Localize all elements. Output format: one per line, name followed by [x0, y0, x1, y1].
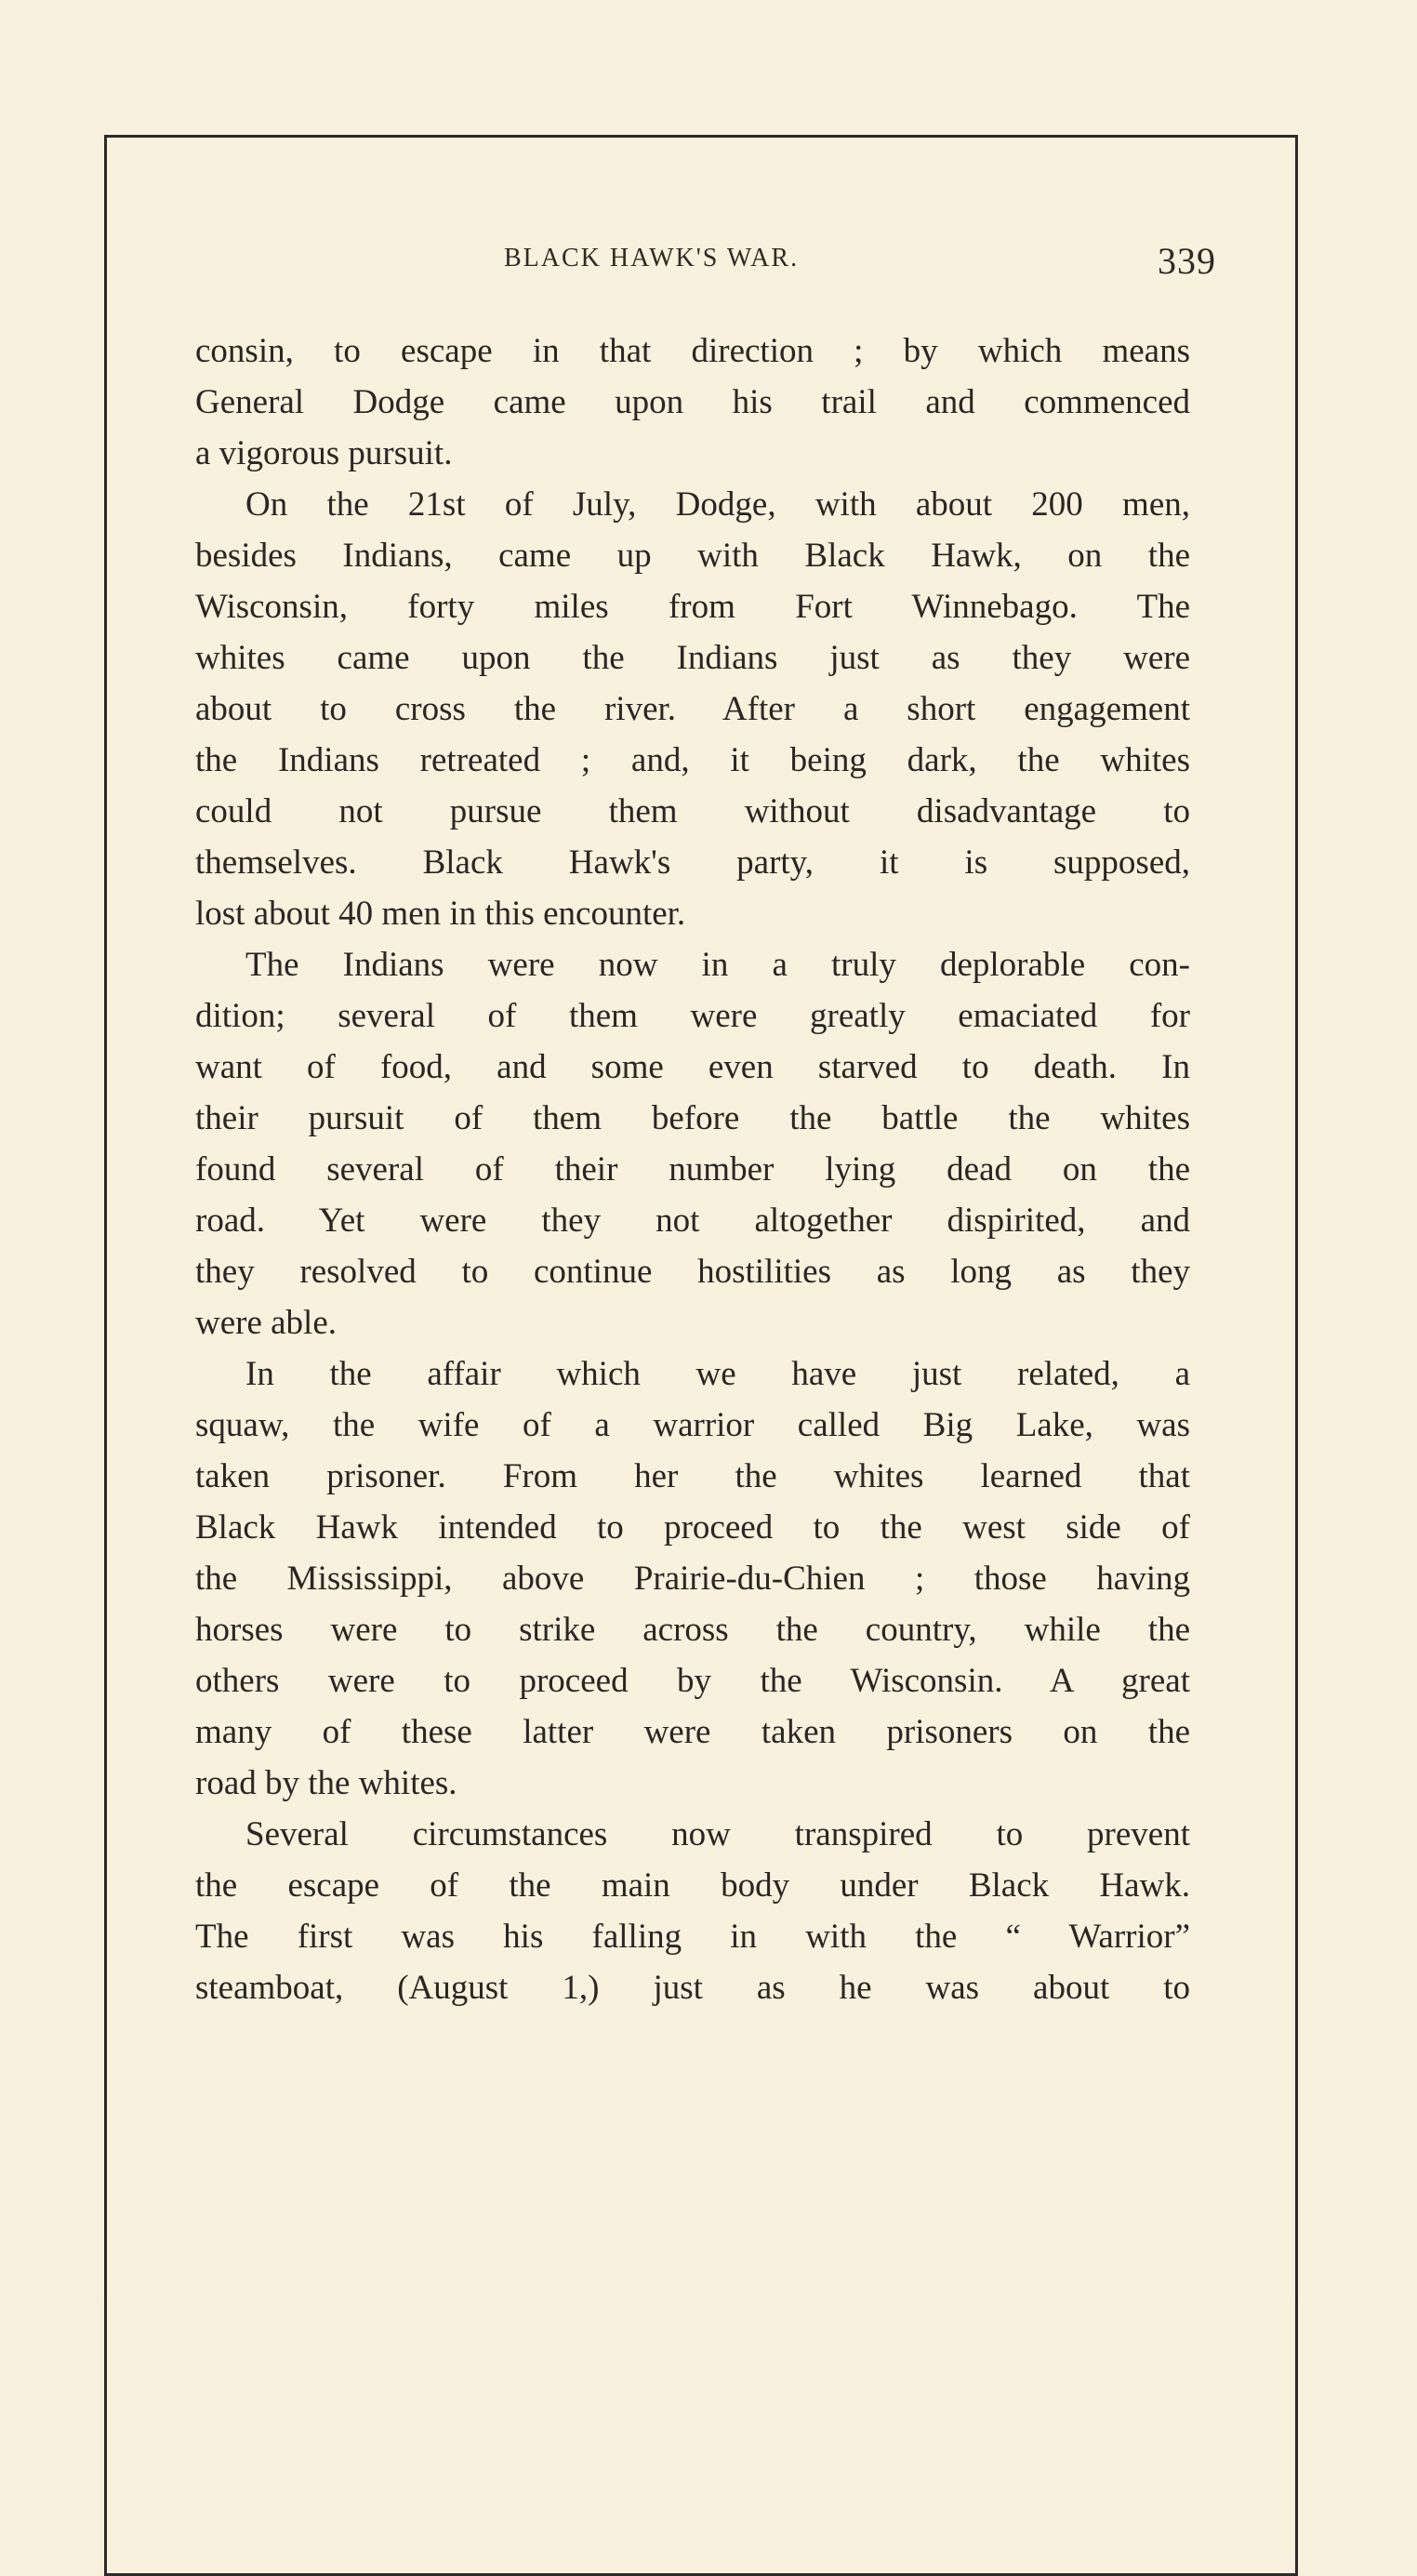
text-line: consin, to escape in that direction ; by which means	[195, 332, 1190, 370]
text-line: the Mississippi, above Prairie-du-Chien ; those having	[195, 1560, 1190, 1598]
text-line: the escape of the main body under Black Hawk.	[195, 1866, 1190, 1905]
text-line: a vigorous pursuit.	[195, 434, 453, 472]
text-line: want of food, and some even starved to death. In	[195, 1048, 1190, 1086]
text-line: Several circumstances now transpired to prevent	[245, 1815, 1190, 1853]
text-line: taken prisoner. From her the whites learned that	[195, 1457, 1190, 1495]
text-line: road. Yet were they not altogether dispirited, and	[195, 1202, 1190, 1240]
text-line: dition; several of them were greatly emaciated for	[195, 997, 1190, 1035]
text-line: Wisconsin, forty miles from Fort Winnebago. The	[195, 588, 1190, 626]
text-line: On the 21st of July, Dodge, with about 200 men,	[245, 485, 1190, 524]
text-line: squaw, the wife of a warrior called Big Lake, was	[195, 1406, 1190, 1444]
body-text	[195, 325, 1190, 2013]
text-line: could not pursue them without disadvantage to	[195, 792, 1190, 830]
text-line: General Dodge came upon his trail and commenced	[195, 383, 1190, 421]
page-number: 339	[1158, 240, 1216, 282]
text-line: The first was his falling in with the “ Warrior”	[195, 1918, 1190, 1956]
text-line: they resolved to continue hostilities as long as they	[195, 1253, 1190, 1291]
page-header	[195, 240, 1216, 299]
text-line: The Indians were now in a truly deplorable con-	[245, 946, 1190, 984]
text-line: were able.	[195, 1304, 338, 1342]
text-line: road by the whites.	[195, 1764, 457, 1802]
text-line: others were to proceed by the Wisconsin. A great	[195, 1662, 1190, 1700]
text-line: In the affair which we have just related, a	[245, 1355, 1190, 1393]
text-line: lost about 40 men in this encounter.	[195, 895, 686, 933]
text-line: themselves. Black Hawk's party, it is supposed,	[195, 843, 1190, 882]
text-line: many of these latter were taken prisoners on the	[195, 1713, 1190, 1751]
text-line: about to cross the river. After a short engagement	[195, 690, 1190, 728]
text-line: whites came upon the Indians just as they were	[195, 639, 1190, 677]
text-line: found several of their number lying dead on the	[195, 1150, 1190, 1188]
text-line: besides Indians, came up with Black Hawk, on the	[195, 537, 1190, 575]
text-line: horses were to strike across the country, while the	[195, 1611, 1190, 1649]
text-line: the Indians retreated ; and, it being dark, the whites	[195, 741, 1190, 779]
text-line: steamboat, (August 1,) just as he was about to	[195, 1969, 1190, 2007]
running-title: BLACK HAWK'S WAR.	[504, 244, 800, 272]
text-line: Black Hawk intended to proceed to the west side of	[195, 1508, 1190, 1547]
text-line: their pursuit of them before the battle the whites	[195, 1099, 1190, 1137]
